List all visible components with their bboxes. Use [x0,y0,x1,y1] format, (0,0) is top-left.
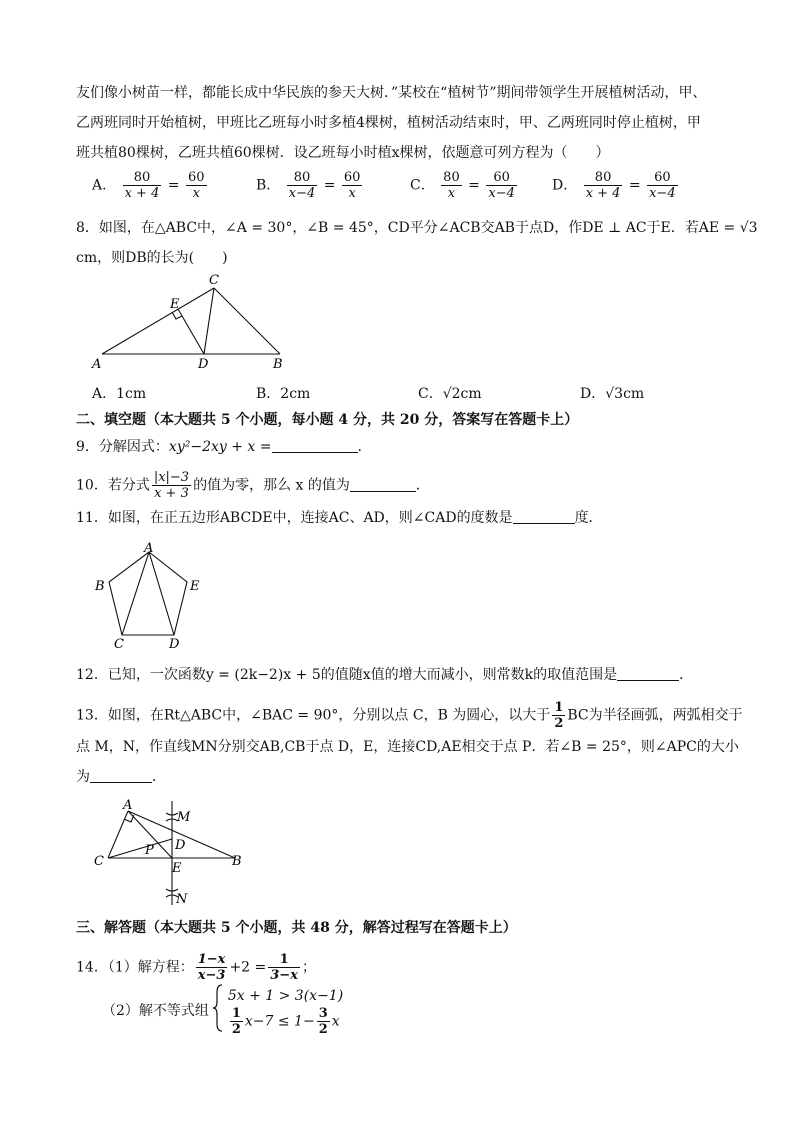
q7-line1: 友们像小树苗一样，都能长成中华民族的参天大树．”某校在“植树节”期间带领学生开展植树活动，甲、 [76,85,707,101]
q13-answer-blank[interactable] [90,768,152,783]
q11-label-c: C [114,637,124,652]
q13-label-m: M [177,810,191,825]
q7-line3: 班共植80棵树，乙班共植60棵树．设乙班每小时植x棵树，依题意可列方程为（ ） [76,145,610,161]
q13-line3: 为 ． [76,769,166,785]
q10-answer-blank[interactable] [350,477,416,492]
q11-label-a: A [144,541,154,556]
q11-pentagon-figure [92,540,212,650]
q13-label-d: D [175,838,186,853]
q8-label-d: D [198,357,209,372]
left-brace-icon [213,984,223,1038]
q8-text1: 8．如图，在△ABC中，∠A = 30°，∠B = 45°，CD平分∠ACB交AB于点D，作DE ⊥ AC于E．若AE = √3 [76,220,758,236]
q13-line2: 点 M，N，作直线MN分别交AB,CB于点 D，E，连接CD,AE相交于点 P．若∠B = 25°，则∠APC的大小 [76,739,739,755]
q7-option-b[interactable]: B． $\frac{80}{x-4}$ = $\frac{60}{x}$ [256,170,361,201]
q11: 11．如图，在正五边形ABCDE中，连接AC、AD，则∠CAD的度数是 度． [76,510,603,526]
section2-heading: 二、填空题（本大题共 5 个小题，每小题 4 分，共 20 分，答案写在答题卡上） [76,412,579,428]
q8-text2: cm，则DB的长为( ) [76,250,228,266]
q13-label-e: E [172,861,182,876]
q11-label-e: E [190,579,200,594]
q13-label-n: N [176,892,188,907]
q8-option-b[interactable]: B．2cm [256,386,311,402]
inequality-system [228,986,343,1037]
q11-label-b: B [95,579,105,594]
q13-line1: 13．如图，在Rt△ABC中，∠BAC = 90°，分别以点 C，B 为圆心，以大于 $\frac{1}{2}$ BC为半径画弧，两弧相交于 [76,700,743,731]
q12: 12．已知，一次函数y = (2k−2)x + 5的值随x值的增大而减小，则常数k的取值范围是 ． [76,667,694,683]
q11-label-d: D [169,637,180,652]
q8-option-c[interactable]: C．√2cm [418,386,482,402]
q9: 9．分解因式：xy²−2xy + x = . [76,439,362,455]
q14-part2: （2）解不等式组 5x + 1 > 3(x−1) $\frac{1}{2}$ x−7 ≤ 1− $\frac{3}{2}$ x [102,984,343,1038]
q8-triangle-figure [90,272,290,372]
q8-option-d[interactable]: D．√3cm [580,386,645,402]
q12-answer-blank[interactable] [617,666,679,681]
q13-label-c: C [94,854,104,869]
q11-answer-blank[interactable] [513,509,575,524]
q8-label-b: B [273,357,283,372]
q8-label-a: A [92,357,102,372]
section3-heading: 三、解答题（本大题共 5 个小题，共 48 分，解答过程写在答题卡上） [76,920,517,936]
q7-line2: 乙两班同时开始植树，甲班比乙班每小时多植4棵树，植树活动结束时，甲、乙两班同时停止植树，甲 [76,115,701,131]
q8-option-a[interactable]: A．1cm [92,386,147,402]
q10: 10．若分式 $\frac{|x|-3}{x + 3}$ 的值为零，那么 x 的值为 ． [76,470,430,501]
q13-label-a: A [123,798,133,813]
q13-figure [92,797,252,909]
q14-part1: 14．（1）解方程： $\frac{1-x}{x-3}$ +2 = $\frac{1}{3-x}$ ； [76,952,316,983]
inequality-1: 5x + 1 > 3(x−1) [227,987,344,1004]
q9-answer-blank[interactable] [272,438,358,453]
inequality-2: $\frac{1}{2}$ x−7 ≤ 1− $\frac{3}{2}$ x [231,1005,340,1037]
q13-label-b: B [232,854,242,869]
q13-label-p: P [145,843,154,858]
q7-option-a[interactable]: A． $\frac{80}{x + 4}$ = $\frac{60}{x}$ [92,170,205,201]
q7-option-d[interactable]: D． $\frac{80}{x + 4}$ = $\frac{60}{x-4}$ [552,170,676,201]
q8-label-c: C [209,273,219,288]
q8-label-e: E [170,297,180,312]
q7-option-c[interactable]: C． $\frac{80}{x}$ = $\frac{60}{x-4}$ [410,170,515,201]
